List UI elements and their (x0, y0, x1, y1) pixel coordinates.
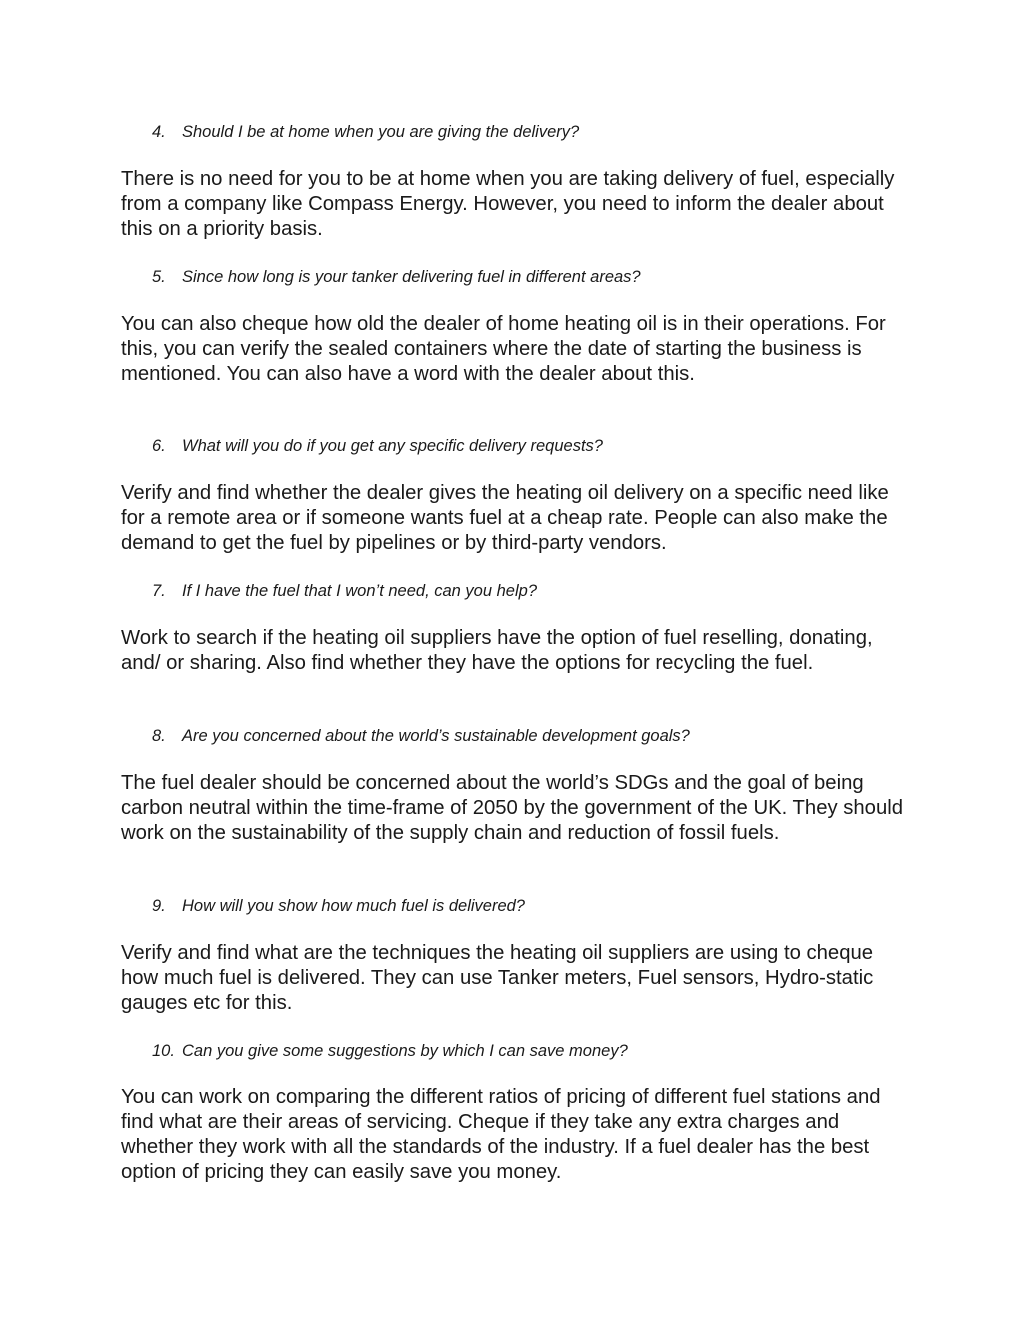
question-6 (152, 436, 603, 456)
question-text: If I have the fuel that I won’t need, can you help? (182, 582, 537, 600)
answer-10: You can work on comparing the different ratios of pricing of different fuel stations and find what are their areas of servicing. Cheque if they take any extra charges and whether they work with all the standards of the industry. If a fuel dealer has the best option of pricing they can easily save you money. (121, 1086, 881, 1183)
question-4 (152, 122, 579, 142)
question-number: 8. (152, 727, 166, 745)
answer-8: The fuel dealer should be concerned about the world’s SDGs and the goal of being carbon neutral within the time-frame of 2050 by the government of the UK. They should work on the sustainability of the supply chain and reduction of fossil fuels. (121, 772, 904, 844)
question-10 (152, 1041, 628, 1061)
question-text: Should I be at home when you are giving the delivery? (182, 123, 580, 141)
answer-5: You can also cheque how old the dealer of home heating oil is in their operations. For this, you can verify the sealed containers where the date of starting the business is mentioned. You can also have a word with the dealer about this. (121, 313, 886, 385)
question-text: Since how long is your tanker delivering fuel in different areas? (182, 268, 641, 286)
question-text: How will you show how much fuel is delivered? (182, 897, 525, 915)
question-number: 5. (152, 268, 166, 286)
answer-4: There is no need for you to be at home when you are taking delivery of fuel, especially from a company like Compass Energy. However, you need to inform the dealer about this on a priority basis. (121, 168, 895, 240)
question-number: 10. (152, 1042, 175, 1060)
question-number: 6. (152, 437, 166, 455)
question-number: 4. (152, 123, 166, 141)
question-text: What will you do if you get any specific delivery requests? (182, 437, 603, 455)
question-5 (152, 267, 641, 287)
answer-9: Verify and find what are the techniques the heating oil suppliers are using to cheque how much fuel is delivered. They can use Tanker meters, Fuel sensors, Hydro-static gauges etc for this. (121, 942, 874, 1014)
question-9 (152, 896, 525, 916)
question-7 (152, 581, 537, 601)
question-8 (152, 726, 690, 746)
question-text: Are you concerned about the world’s sustainable development goals? (182, 727, 690, 745)
question-text: Can you give some suggestions by which I can save money? (182, 1042, 628, 1060)
answer-6: Verify and find whether the dealer gives the heating oil delivery on a specific need like for a remote area or if someone wants fuel at a cheap rate. People can also make the demand to get the fuel by pipelines or by third-party vendors. (121, 482, 889, 554)
question-number: 7. (152, 582, 166, 600)
question-number: 9. (152, 897, 166, 915)
answer-7: Work to search if the heating oil suppliers have the option of fuel reselling, donating, and/ or sharing. Also find whether they have the options for recycling the fuel. (121, 627, 873, 674)
